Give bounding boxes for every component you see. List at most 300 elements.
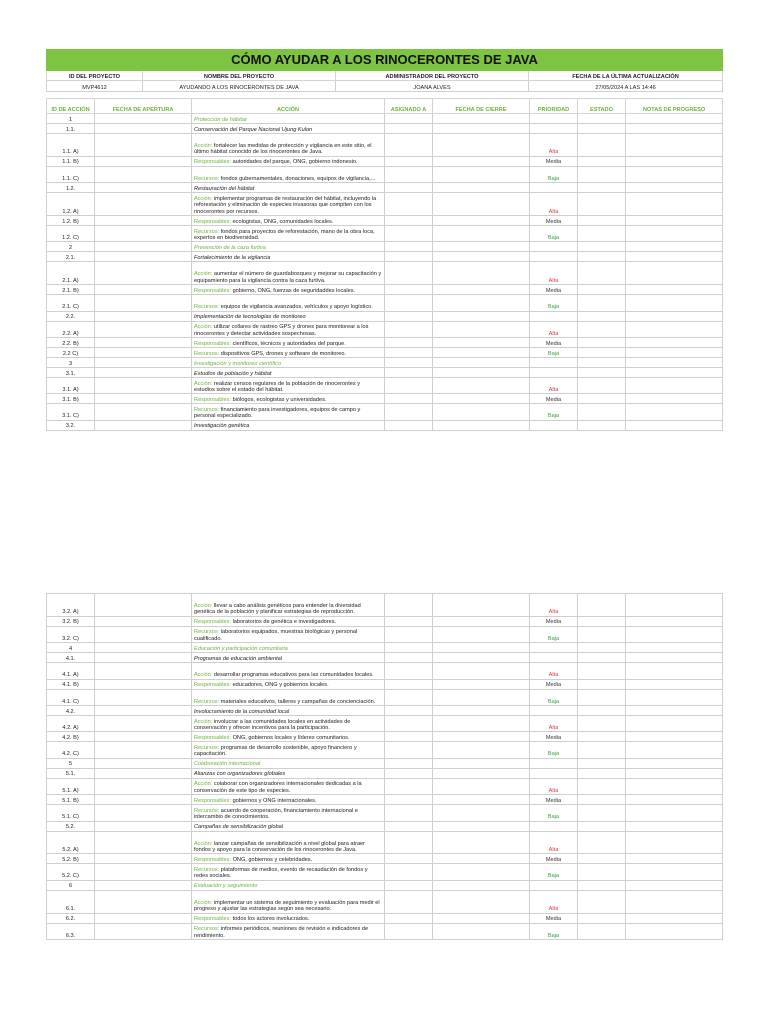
close-date-cell[interactable] — [433, 679, 530, 689]
progress-notes-cell[interactable] — [626, 215, 723, 225]
close-date-cell[interactable] — [433, 114, 530, 124]
progress-notes-cell[interactable] — [626, 821, 723, 831]
open-date-cell[interactable] — [95, 252, 192, 262]
action-id-cell[interactable]: 4.1. B) — [47, 679, 95, 689]
action-id-cell[interactable]: 4.2. B) — [47, 732, 95, 742]
action-id-cell[interactable]: 1.2. A) — [47, 193, 95, 216]
action-cell[interactable]: Acción: fortalecer las medidas de protección y vigilancia en este sitio, el último hábitat conocido de los rinocerontes de Java. — [192, 134, 385, 157]
progress-notes-cell[interactable] — [626, 114, 723, 124]
progress-notes-cell[interactable] — [626, 923, 723, 939]
progress-notes-cell[interactable] — [626, 913, 723, 923]
action-cell[interactable]: Acción: colaborar con organizadores internacionales dedicadas a la conservación de este tipo de especies. — [192, 778, 385, 794]
status-cell[interactable] — [578, 367, 626, 377]
progress-notes-cell[interactable] — [626, 679, 723, 689]
open-date-cell[interactable] — [95, 864, 192, 880]
progress-notes-cell[interactable] — [626, 643, 723, 653]
open-date-cell[interactable] — [95, 854, 192, 864]
action-id-cell[interactable]: 5.1. — [47, 768, 95, 778]
open-date-cell[interactable] — [95, 768, 192, 778]
action-id-cell[interactable]: 4.1. A) — [47, 663, 95, 679]
open-date-cell[interactable] — [95, 262, 192, 285]
open-date-cell[interactable] — [95, 821, 192, 831]
open-date-cell[interactable] — [95, 225, 192, 241]
action-id-cell[interactable]: 5.1. B) — [47, 795, 95, 805]
assigned-to-cell[interactable] — [385, 114, 433, 124]
assigned-to-cell[interactable] — [385, 285, 433, 295]
assigned-to-cell[interactable] — [385, 321, 433, 337]
action-id-cell[interactable]: 6.1. — [47, 890, 95, 913]
priority-cell[interactable]: Baja — [530, 404, 578, 420]
priority-cell[interactable]: Baja — [530, 347, 578, 357]
close-date-cell[interactable] — [433, 252, 530, 262]
open-date-cell[interactable] — [95, 923, 192, 939]
action-id-cell[interactable]: 5.2. — [47, 821, 95, 831]
open-date-cell[interactable] — [95, 394, 192, 404]
action-id-cell[interactable]: 3.2. A) — [47, 594, 95, 617]
open-date-cell[interactable] — [95, 404, 192, 420]
assigned-to-cell[interactable] — [385, 295, 433, 311]
progress-notes-cell[interactable] — [626, 183, 723, 193]
action-cell[interactable]: Responsables: autoridades del parque, ONG, gobierno indonesio. — [192, 156, 385, 166]
priority-cell[interactable] — [530, 357, 578, 367]
priority-cell[interactable]: Media — [530, 394, 578, 404]
action-cell[interactable]: Restauración del hábitat — [192, 183, 385, 193]
open-date-cell[interactable] — [95, 285, 192, 295]
progress-notes-cell[interactable] — [626, 367, 723, 377]
priority-cell[interactable]: Alta — [530, 778, 578, 794]
assigned-to-cell[interactable] — [385, 821, 433, 831]
action-id-cell[interactable]: 4.2. A) — [47, 715, 95, 731]
assigned-to-cell[interactable] — [385, 854, 433, 864]
action-cell[interactable]: Acción: desarrollar programas educativos para las comunidades locales. — [192, 663, 385, 679]
priority-cell[interactable] — [530, 758, 578, 768]
status-cell[interactable] — [578, 854, 626, 864]
action-id-cell[interactable]: 3.2. C) — [47, 626, 95, 642]
action-id-cell[interactable]: 4.1. — [47, 653, 95, 663]
action-cell[interactable]: Fortalecimiento de la vigilancia — [192, 252, 385, 262]
assigned-to-cell[interactable] — [385, 663, 433, 679]
assigned-to-cell[interactable] — [385, 653, 433, 663]
progress-notes-cell[interactable] — [626, 854, 723, 864]
assigned-to-cell[interactable] — [385, 880, 433, 890]
action-id-cell[interactable]: 4 — [47, 643, 95, 653]
action-cell[interactable]: Educación y participación comunitaria — [192, 643, 385, 653]
status-cell[interactable] — [578, 337, 626, 347]
meta-project-id[interactable]: MVP4612 — [47, 81, 143, 92]
progress-notes-cell[interactable] — [626, 715, 723, 731]
progress-notes-cell[interactable] — [626, 880, 723, 890]
open-date-cell[interactable] — [95, 732, 192, 742]
close-date-cell[interactable] — [433, 742, 530, 758]
priority-cell[interactable]: Media — [530, 156, 578, 166]
close-date-cell[interactable] — [433, 394, 530, 404]
assigned-to-cell[interactable] — [385, 679, 433, 689]
close-date-cell[interactable] — [433, 795, 530, 805]
status-cell[interactable] — [578, 795, 626, 805]
open-date-cell[interactable] — [95, 795, 192, 805]
action-cell[interactable]: Recursos: financiamiento para investigadores, equipos de campo y personal especializado. — [192, 404, 385, 420]
priority-cell[interactable]: Alta — [530, 715, 578, 731]
progress-notes-cell[interactable] — [626, 285, 723, 295]
priority-cell[interactable] — [530, 643, 578, 653]
open-date-cell[interactable] — [95, 357, 192, 367]
status-cell[interactable] — [578, 377, 626, 393]
assigned-to-cell[interactable] — [385, 742, 433, 758]
open-date-cell[interactable] — [95, 616, 192, 626]
assigned-to-cell[interactable] — [385, 831, 433, 854]
close-date-cell[interactable] — [433, 183, 530, 193]
progress-notes-cell[interactable] — [626, 193, 723, 216]
action-cell[interactable]: Implementación de tecnologías de monitoreo — [192, 311, 385, 321]
assigned-to-cell[interactable] — [385, 225, 433, 241]
priority-cell[interactable]: Alta — [530, 193, 578, 216]
status-cell[interactable] — [578, 880, 626, 890]
assigned-to-cell[interactable] — [385, 758, 433, 768]
close-date-cell[interactable] — [433, 653, 530, 663]
status-cell[interactable] — [578, 616, 626, 626]
close-date-cell[interactable] — [433, 193, 530, 216]
open-date-cell[interactable] — [95, 626, 192, 642]
action-id-cell[interactable]: 1.2. B) — [47, 215, 95, 225]
action-id-cell[interactable]: 6.2. — [47, 913, 95, 923]
priority-cell[interactable]: Alta — [530, 262, 578, 285]
action-cell[interactable]: Recursos: materiales educativos, talleres y campañas de concienciación. — [192, 689, 385, 705]
action-cell[interactable]: Responsables: ONG, gobiernos y celebridades. — [192, 854, 385, 864]
priority-cell[interactable]: Baja — [530, 626, 578, 642]
action-id-cell[interactable]: 6.3. — [47, 923, 95, 939]
action-cell[interactable]: Responsables: gobierno, ONG, fuerzas de seguridaddes locales. — [192, 285, 385, 295]
action-id-cell[interactable]: 3.1. — [47, 367, 95, 377]
open-date-cell[interactable] — [95, 778, 192, 794]
progress-notes-cell[interactable] — [626, 831, 723, 854]
assigned-to-cell[interactable] — [385, 404, 433, 420]
action-cell[interactable]: Colaboración internacional — [192, 758, 385, 768]
status-cell[interactable] — [578, 225, 626, 241]
status-cell[interactable] — [578, 420, 626, 430]
action-id-cell[interactable]: 2.2 C) — [47, 347, 95, 357]
action-cell[interactable]: Recursos: acuerdo de cooperación, financiamiento internacional e intercambio de conocimientos. — [192, 805, 385, 821]
assigned-to-cell[interactable] — [385, 768, 433, 778]
action-cell[interactable]: Programas de educación ambiental — [192, 653, 385, 663]
priority-cell[interactable]: Baja — [530, 295, 578, 311]
open-date-cell[interactable] — [95, 193, 192, 216]
assigned-to-cell[interactable] — [385, 394, 433, 404]
action-id-cell[interactable]: 1 — [47, 114, 95, 124]
action-cell[interactable]: Acción: implementar programas de restauración del hábitat, incluyendo la reforestación y eliminación de especies invasoras que compiten con los rinocerontes por recursos. — [192, 193, 385, 216]
close-date-cell[interactable] — [433, 890, 530, 913]
action-id-cell[interactable]: 2.1. C) — [47, 295, 95, 311]
priority-cell[interactable]: Media — [530, 285, 578, 295]
assigned-to-cell[interactable] — [385, 367, 433, 377]
progress-notes-cell[interactable] — [626, 768, 723, 778]
progress-notes-cell[interactable] — [626, 705, 723, 715]
open-date-cell[interactable] — [95, 134, 192, 157]
assigned-to-cell[interactable] — [385, 616, 433, 626]
priority-cell[interactable]: Alta — [530, 831, 578, 854]
close-date-cell[interactable] — [433, 913, 530, 923]
action-id-cell[interactable]: 5.2. A) — [47, 831, 95, 854]
open-date-cell[interactable] — [95, 183, 192, 193]
priority-cell[interactable]: Media — [530, 854, 578, 864]
status-cell[interactable] — [578, 252, 626, 262]
close-date-cell[interactable] — [433, 768, 530, 778]
assigned-to-cell[interactable] — [385, 923, 433, 939]
assigned-to-cell[interactable] — [385, 626, 433, 642]
progress-notes-cell[interactable] — [626, 377, 723, 393]
action-cell[interactable]: Responsables: ecologistas, ONG, comunidades locales. — [192, 215, 385, 225]
open-date-cell[interactable] — [95, 880, 192, 890]
close-date-cell[interactable] — [433, 821, 530, 831]
status-cell[interactable] — [578, 156, 626, 166]
action-id-cell[interactable]: 3.1. A) — [47, 377, 95, 393]
close-date-cell[interactable] — [433, 377, 530, 393]
open-date-cell[interactable] — [95, 124, 192, 134]
priority-cell[interactable]: Alta — [530, 377, 578, 393]
status-cell[interactable] — [578, 626, 626, 642]
priority-cell[interactable]: Alta — [530, 594, 578, 617]
action-cell[interactable]: Recursos: programas de desarrollo sostenible, apoyo financiero y capacitación. — [192, 742, 385, 758]
open-date-cell[interactable] — [95, 114, 192, 124]
close-date-cell[interactable] — [433, 357, 530, 367]
open-date-cell[interactable] — [95, 166, 192, 182]
assigned-to-cell[interactable] — [385, 215, 433, 225]
open-date-cell[interactable] — [95, 156, 192, 166]
close-date-cell[interactable] — [433, 705, 530, 715]
progress-notes-cell[interactable] — [626, 594, 723, 617]
progress-notes-cell[interactable] — [626, 156, 723, 166]
close-date-cell[interactable] — [433, 923, 530, 939]
status-cell[interactable] — [578, 285, 626, 295]
action-cell[interactable]: Involucramiento de la comunidad local — [192, 705, 385, 715]
priority-cell[interactable]: Media — [530, 795, 578, 805]
action-id-cell[interactable]: 1.1. C) — [47, 166, 95, 182]
progress-notes-cell[interactable] — [626, 404, 723, 420]
status-cell[interactable] — [578, 193, 626, 216]
open-date-cell[interactable] — [95, 311, 192, 321]
action-id-cell[interactable]: 1.1. B) — [47, 156, 95, 166]
priority-cell[interactable]: Baja — [530, 923, 578, 939]
status-cell[interactable] — [578, 114, 626, 124]
progress-notes-cell[interactable] — [626, 663, 723, 679]
action-cell[interactable]: Recursos: plataformas de medios, evento de recaudación de fondos y redes sociales. — [192, 864, 385, 880]
status-cell[interactable] — [578, 689, 626, 705]
close-date-cell[interactable] — [433, 663, 530, 679]
progress-notes-cell[interactable] — [626, 890, 723, 913]
action-id-cell[interactable]: 4.1. C) — [47, 689, 95, 705]
status-cell[interactable] — [578, 124, 626, 134]
progress-notes-cell[interactable] — [626, 134, 723, 157]
action-cell[interactable]: Recursos: laboratorios equipados, muestras biológicas y personal cualificado. — [192, 626, 385, 642]
close-date-cell[interactable] — [433, 404, 530, 420]
close-date-cell[interactable] — [433, 805, 530, 821]
assigned-to-cell[interactable] — [385, 347, 433, 357]
status-cell[interactable] — [578, 347, 626, 357]
status-cell[interactable] — [578, 705, 626, 715]
close-date-cell[interactable] — [433, 758, 530, 768]
action-id-cell[interactable]: 2.2. A) — [47, 321, 95, 337]
action-id-cell[interactable]: 4.2. — [47, 705, 95, 715]
action-cell[interactable]: Conservación del Parque Nacional Ujung Kulon — [192, 124, 385, 134]
status-cell[interactable] — [578, 311, 626, 321]
priority-cell[interactable]: Media — [530, 337, 578, 347]
close-date-cell[interactable] — [433, 321, 530, 337]
priority-cell[interactable]: Baja — [530, 166, 578, 182]
priority-cell[interactable]: Media — [530, 616, 578, 626]
priority-cell[interactable]: Baja — [530, 864, 578, 880]
progress-notes-cell[interactable] — [626, 626, 723, 642]
status-cell[interactable] — [578, 643, 626, 653]
status-cell[interactable] — [578, 215, 626, 225]
action-cell[interactable]: Campañas de sensibilización global — [192, 821, 385, 831]
priority-cell[interactable] — [530, 653, 578, 663]
status-cell[interactable] — [578, 262, 626, 285]
close-date-cell[interactable] — [433, 262, 530, 285]
close-date-cell[interactable] — [433, 864, 530, 880]
action-cell[interactable]: Evaluación y seguimiento — [192, 880, 385, 890]
close-date-cell[interactable] — [433, 626, 530, 642]
action-id-cell[interactable]: 1.2. — [47, 183, 95, 193]
action-cell[interactable]: Acción: aumentar el número de guardabosques y mejorar su capacitación y equipamiento para la vigilancia contra la caza furtiva. — [192, 262, 385, 285]
assigned-to-cell[interactable] — [385, 156, 433, 166]
open-date-cell[interactable] — [95, 367, 192, 377]
priority-cell[interactable] — [530, 114, 578, 124]
assigned-to-cell[interactable] — [385, 252, 433, 262]
progress-notes-cell[interactable] — [626, 166, 723, 182]
close-date-cell[interactable] — [433, 367, 530, 377]
action-id-cell[interactable]: 3.1. B) — [47, 394, 95, 404]
action-id-cell[interactable]: 2.1. — [47, 252, 95, 262]
assigned-to-cell[interactable] — [385, 643, 433, 653]
open-date-cell[interactable] — [95, 420, 192, 430]
progress-notes-cell[interactable] — [626, 311, 723, 321]
status-cell[interactable] — [578, 134, 626, 157]
assigned-to-cell[interactable] — [385, 913, 433, 923]
status-cell[interactable] — [578, 653, 626, 663]
action-cell[interactable]: Alianzas con organizadores globales — [192, 768, 385, 778]
assigned-to-cell[interactable] — [385, 357, 433, 367]
meta-project-name[interactable]: AYUDANDO A LOS RINOCERONTES DE JAVA — [143, 81, 336, 92]
action-cell[interactable]: Acción: lanzar campañas de sensibilización a nivel global para atraer fondos y apoyo para la conservación de los rinocerontes de Java. — [192, 831, 385, 854]
action-cell[interactable]: Recursos: fondos gubernamentales, donaciones, equipos de vigilancia,... — [192, 166, 385, 182]
status-cell[interactable] — [578, 357, 626, 367]
open-date-cell[interactable] — [95, 295, 192, 311]
action-id-cell[interactable]: 1.1. — [47, 124, 95, 134]
priority-cell[interactable]: Alta — [530, 321, 578, 337]
action-id-cell[interactable]: 5.2. B) — [47, 854, 95, 864]
priority-cell[interactable] — [530, 768, 578, 778]
close-date-cell[interactable] — [433, 242, 530, 252]
assigned-to-cell[interactable] — [385, 805, 433, 821]
progress-notes-cell[interactable] — [626, 742, 723, 758]
action-cell[interactable]: Acción: involucrar a las comunidades locales en actividades de conservación y ofrecer incentivos para la participación. — [192, 715, 385, 731]
action-cell[interactable]: Responsables: laboratorios de genética e investigadores. — [192, 616, 385, 626]
status-cell[interactable] — [578, 295, 626, 311]
status-cell[interactable] — [578, 742, 626, 758]
open-date-cell[interactable] — [95, 321, 192, 337]
status-cell[interactable] — [578, 805, 626, 821]
status-cell[interactable] — [578, 594, 626, 617]
priority-cell[interactable] — [530, 124, 578, 134]
priority-cell[interactable]: Baja — [530, 742, 578, 758]
progress-notes-cell[interactable] — [626, 616, 723, 626]
status-cell[interactable] — [578, 923, 626, 939]
open-date-cell[interactable] — [95, 347, 192, 357]
assigned-to-cell[interactable] — [385, 420, 433, 430]
assigned-to-cell[interactable] — [385, 377, 433, 393]
assigned-to-cell[interactable] — [385, 778, 433, 794]
open-date-cell[interactable] — [95, 831, 192, 854]
progress-notes-cell[interactable] — [626, 357, 723, 367]
progress-notes-cell[interactable] — [626, 689, 723, 705]
priority-cell[interactable]: Alta — [530, 890, 578, 913]
action-cell[interactable]: Responsables: biólogos, ecologistas y universidades. — [192, 394, 385, 404]
priority-cell[interactable] — [530, 880, 578, 890]
action-id-cell[interactable]: 2.1. A) — [47, 262, 95, 285]
status-cell[interactable] — [578, 890, 626, 913]
action-cell[interactable]: Responsables: ONG, gobiernos locales y líderes comunitarios. — [192, 732, 385, 742]
priority-cell[interactable] — [530, 242, 578, 252]
close-date-cell[interactable] — [433, 311, 530, 321]
priority-cell[interactable] — [530, 420, 578, 430]
status-cell[interactable] — [578, 663, 626, 679]
assigned-to-cell[interactable] — [385, 337, 433, 347]
close-date-cell[interactable] — [433, 337, 530, 347]
close-date-cell[interactable] — [433, 778, 530, 794]
progress-notes-cell[interactable] — [626, 295, 723, 311]
action-cell[interactable]: Recursos: informes periódicos, reuniones de revisión e indicadores de rendimiento. — [192, 923, 385, 939]
close-date-cell[interactable] — [433, 347, 530, 357]
action-id-cell[interactable]: 3.2. B) — [47, 616, 95, 626]
progress-notes-cell[interactable] — [626, 124, 723, 134]
action-id-cell[interactable]: 1.1. A) — [47, 134, 95, 157]
open-date-cell[interactable] — [95, 705, 192, 715]
action-id-cell[interactable]: 2.1. B) — [47, 285, 95, 295]
open-date-cell[interactable] — [95, 594, 192, 617]
action-cell[interactable]: Responsables: todos los actores involucrados. — [192, 913, 385, 923]
close-date-cell[interactable] — [433, 854, 530, 864]
action-cell[interactable]: Investigación genética — [192, 420, 385, 430]
status-cell[interactable] — [578, 864, 626, 880]
action-cell[interactable]: Protección de hábitat — [192, 114, 385, 124]
open-date-cell[interactable] — [95, 643, 192, 653]
close-date-cell[interactable] — [433, 215, 530, 225]
action-cell[interactable]: Acción: realizar censos regulares de la población de rinocerontes y estudios sobre el estado del hábitat. — [192, 377, 385, 393]
status-cell[interactable] — [578, 758, 626, 768]
status-cell[interactable] — [578, 913, 626, 923]
priority-cell[interactable] — [530, 367, 578, 377]
open-date-cell[interactable] — [95, 653, 192, 663]
open-date-cell[interactable] — [95, 913, 192, 923]
progress-notes-cell[interactable] — [626, 337, 723, 347]
open-date-cell[interactable] — [95, 805, 192, 821]
progress-notes-cell[interactable] — [626, 653, 723, 663]
close-date-cell[interactable] — [433, 715, 530, 731]
close-date-cell[interactable] — [433, 225, 530, 241]
assigned-to-cell[interactable] — [385, 715, 433, 731]
action-id-cell[interactable]: 2.2. — [47, 311, 95, 321]
assigned-to-cell[interactable] — [385, 311, 433, 321]
close-date-cell[interactable] — [433, 880, 530, 890]
close-date-cell[interactable] — [433, 616, 530, 626]
open-date-cell[interactable] — [95, 679, 192, 689]
meta-last-update[interactable]: 27/05/2024 A LAS 14:46 — [529, 81, 723, 92]
action-id-cell[interactable]: 5.2. C) — [47, 864, 95, 880]
status-cell[interactable] — [578, 821, 626, 831]
action-id-cell[interactable]: 5.1. C) — [47, 805, 95, 821]
priority-cell[interactable] — [530, 183, 578, 193]
progress-notes-cell[interactable] — [626, 864, 723, 880]
action-cell[interactable]: Investigación y monitoreo científico — [192, 357, 385, 367]
